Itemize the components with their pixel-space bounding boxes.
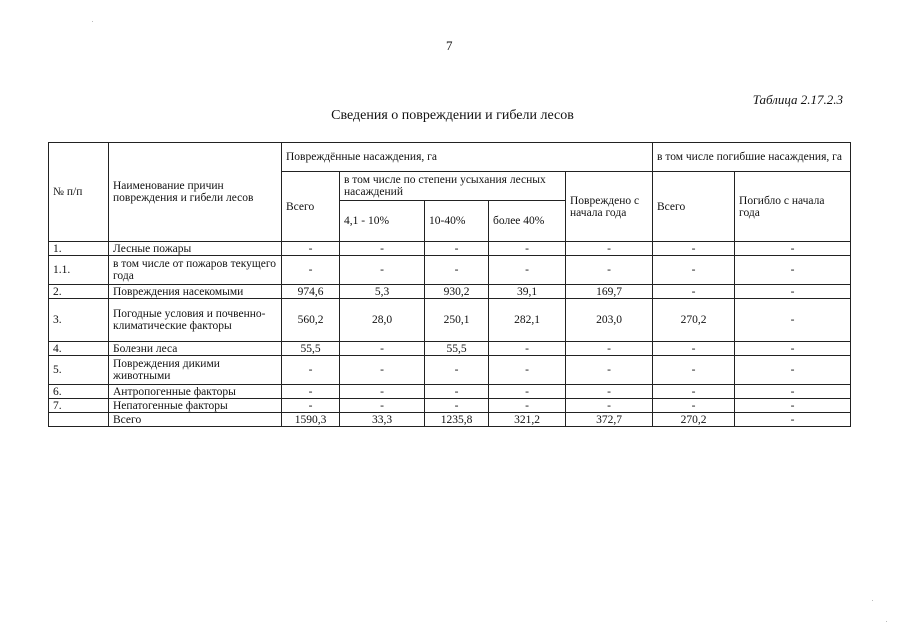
cell-num: 5. xyxy=(49,356,109,385)
cell-deg2: 250,1 xyxy=(425,299,489,342)
cell-deg2: - xyxy=(425,385,489,399)
cell-name: Болезни леса xyxy=(109,342,282,356)
table-row xyxy=(49,342,851,356)
cell-since-start: - xyxy=(566,342,653,356)
cell-dead-since: - xyxy=(735,299,851,342)
cell-dead-total: 270,2 xyxy=(653,413,735,427)
cell-deg3: 282,1 xyxy=(489,299,566,342)
scan-speck xyxy=(92,21,93,22)
table-row xyxy=(49,399,851,413)
cell-deg2: - xyxy=(425,356,489,385)
cell-deg1: - xyxy=(340,399,425,413)
cell-deg3: - xyxy=(489,256,566,285)
cell-num: 2. xyxy=(49,285,109,299)
header-damaged-total: Всего xyxy=(282,172,340,242)
cell-since-start: 169,7 xyxy=(566,285,653,299)
table-row xyxy=(49,256,851,285)
cell-name: Антропогенные факторы xyxy=(109,385,282,399)
cell-deg1: - xyxy=(340,256,425,285)
cell-num: 1.1. xyxy=(49,256,109,285)
cell-dead-since: - xyxy=(735,356,851,385)
cell-deg3: - xyxy=(489,242,566,256)
cell-total: 1590,3 xyxy=(282,413,340,427)
header-deg3: более 40% xyxy=(489,201,566,242)
scan-speck xyxy=(886,621,887,622)
header-name: Наименование причин повреждения и гибели лесов xyxy=(109,143,282,242)
cell-deg3: - xyxy=(489,399,566,413)
cell-deg3: - xyxy=(489,356,566,385)
cell-since-start: - xyxy=(566,385,653,399)
cell-name: Непатогенные факторы xyxy=(109,399,282,413)
cell-since-start: - xyxy=(566,399,653,413)
cell-since-start: 372,7 xyxy=(566,413,653,427)
cell-since-start: 203,0 xyxy=(566,299,653,342)
cell-dead-total: - xyxy=(653,342,735,356)
cell-total: - xyxy=(282,385,340,399)
scan-speck xyxy=(872,600,873,601)
cell-dead-since: - xyxy=(735,413,851,427)
cell-deg2: - xyxy=(425,399,489,413)
cell-deg2: 930,2 xyxy=(425,285,489,299)
cell-dead-since: - xyxy=(735,399,851,413)
cell-since-start: - xyxy=(566,256,653,285)
cell-deg2: 1235,8 xyxy=(425,413,489,427)
cell-dead-since: - xyxy=(735,385,851,399)
table-row xyxy=(49,356,851,385)
cell-total: - xyxy=(282,256,340,285)
cell-deg2: - xyxy=(425,242,489,256)
cell-dead-total: - xyxy=(653,385,735,399)
cell-num: 6. xyxy=(49,385,109,399)
cell-dead-total: - xyxy=(653,399,735,413)
cell-deg1: - xyxy=(340,342,425,356)
cell-num: 1. xyxy=(49,242,109,256)
header-dead: в том числе погибшие насаждения, га xyxy=(653,143,851,172)
header-damaged: Повреждённые насаждения, га xyxy=(282,143,653,172)
table-row xyxy=(49,285,851,299)
cell-deg1: - xyxy=(340,356,425,385)
table-row xyxy=(49,242,851,256)
table-body xyxy=(49,242,851,427)
cell-total: - xyxy=(282,242,340,256)
cell-name: Лесные пожары xyxy=(109,242,282,256)
cell-dead-total: - xyxy=(653,242,735,256)
cell-deg1: - xyxy=(340,385,425,399)
cell-num: 7. xyxy=(49,399,109,413)
cell-deg3: 321,2 xyxy=(489,413,566,427)
cell-dead-since: - xyxy=(735,285,851,299)
header-by-degree: в том числе по степени усыхания лесных насаждений xyxy=(340,172,566,201)
cell-num: 3. xyxy=(49,299,109,342)
cell-name: Повреждения насекомыми xyxy=(109,285,282,299)
header-deg2: 10-40% xyxy=(425,201,489,242)
cell-since-start: - xyxy=(566,242,653,256)
table-id: Таблица 2.17.2.3 xyxy=(752,92,843,107)
cell-deg2: - xyxy=(425,256,489,285)
table-row xyxy=(49,413,851,427)
cell-total: - xyxy=(282,399,340,413)
cell-total: - xyxy=(282,356,340,385)
cell-name: Повреждения дикими животными xyxy=(109,356,282,385)
cell-since-start: - xyxy=(566,356,653,385)
page-title: Сведения о повреждении и гибели лесов xyxy=(331,108,574,123)
cell-name: Погодные условия и почвенно-климатические факторы xyxy=(109,299,282,342)
cell-dead-total: - xyxy=(653,285,735,299)
cell-deg3: - xyxy=(489,342,566,356)
cell-num: 4. xyxy=(49,342,109,356)
header-dead-since: Погибло с начала года xyxy=(735,172,851,242)
cell-num xyxy=(49,413,109,427)
page-number: 7 xyxy=(446,38,453,53)
cell-name: Всего xyxy=(109,413,282,427)
cell-dead-since: - xyxy=(735,256,851,285)
cell-deg1: - xyxy=(340,242,425,256)
cell-dead-total: - xyxy=(653,256,735,285)
cell-total: 974,6 xyxy=(282,285,340,299)
cell-total: 560,2 xyxy=(282,299,340,342)
cell-dead-since: - xyxy=(735,342,851,356)
cell-deg1: 5,3 xyxy=(340,285,425,299)
cell-deg3: 39,1 xyxy=(489,285,566,299)
cell-total: 55,5 xyxy=(282,342,340,356)
table-row xyxy=(49,299,851,342)
cell-deg1: 33,3 xyxy=(340,413,425,427)
header-dead-total: Всего xyxy=(653,172,735,242)
table-row xyxy=(49,385,851,399)
damage-table xyxy=(48,142,851,427)
header-since-start: Повреждено с начала года xyxy=(566,172,653,242)
header-deg1: 4,1 - 10% xyxy=(340,201,425,242)
cell-deg2: 55,5 xyxy=(425,342,489,356)
cell-deg1: 28,0 xyxy=(340,299,425,342)
cell-dead-total: - xyxy=(653,356,735,385)
cell-name: в том числе от пожаров текущего года xyxy=(109,256,282,285)
header-num: № п/п xyxy=(49,143,109,242)
cell-dead-total: 270,2 xyxy=(653,299,735,342)
cell-dead-since: - xyxy=(735,242,851,256)
cell-deg3: - xyxy=(489,385,566,399)
